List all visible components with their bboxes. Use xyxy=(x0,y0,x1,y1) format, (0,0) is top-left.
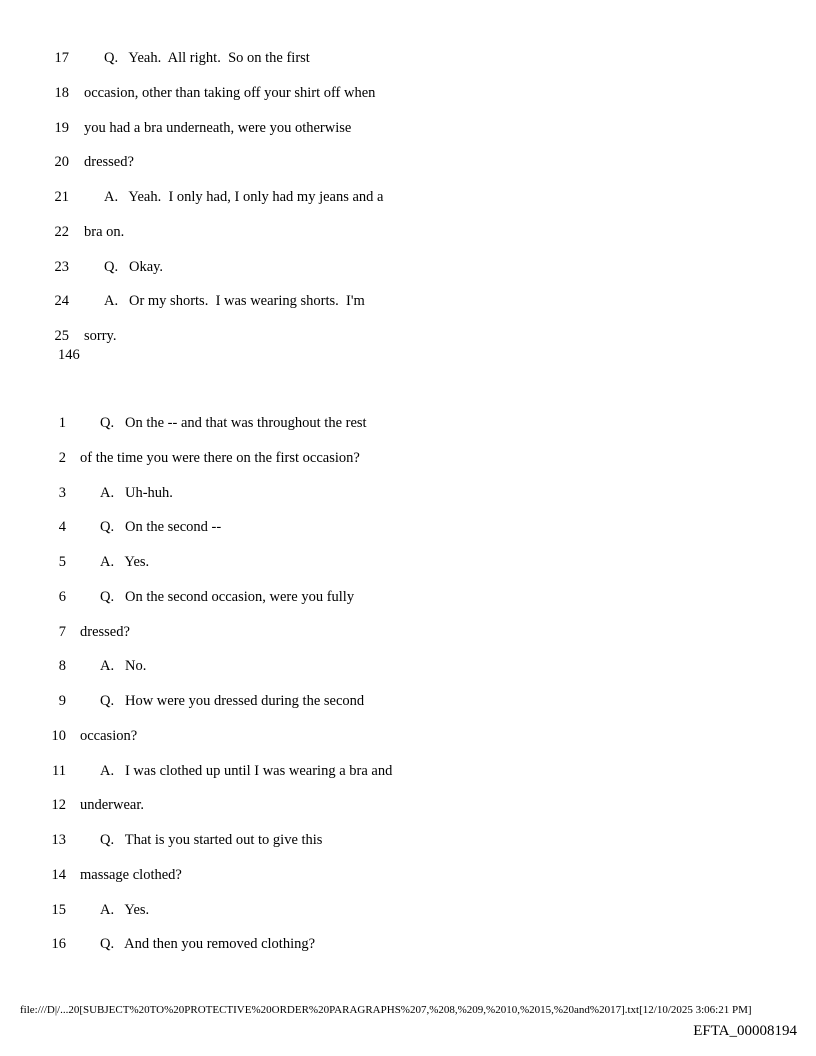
line-text: A. Uh-huh. xyxy=(100,484,173,501)
line-text: Q. Yeah. All right. So on the first xyxy=(104,50,310,66)
line-text: A. Yes. xyxy=(100,554,150,570)
line-number: 25 xyxy=(54,328,69,344)
transcript-line xyxy=(0,656,700,676)
line-text: Q. On the -- and that was throughout the rest xyxy=(100,415,367,431)
line-number: 20 xyxy=(54,154,69,171)
line-text: bra on. xyxy=(84,223,125,240)
transcript-line xyxy=(0,934,700,954)
transcript-line xyxy=(0,865,700,885)
page-number: 146 xyxy=(58,347,80,363)
transcript-line xyxy=(0,257,700,277)
line-text: Q. How were you dressed during the second xyxy=(100,693,365,709)
transcript-line xyxy=(0,187,700,207)
line-number: 24 xyxy=(54,293,69,310)
transcript-line xyxy=(0,118,700,138)
line-number: 22 xyxy=(54,223,69,240)
line-text: A. I was clothed up until I was wearing a bra and xyxy=(100,762,393,779)
line-text: A. Or my shorts. I was wearing shorts. I'm xyxy=(104,293,365,310)
line-number: 19 xyxy=(54,119,69,136)
transcript-line xyxy=(0,326,700,346)
line-text: A. No. xyxy=(100,658,147,675)
line-text: dressed? xyxy=(84,154,134,171)
transcript-line xyxy=(0,222,700,242)
line-text: A. Yes. xyxy=(100,901,150,918)
line-text: A. Yeah. I only had, I only had my jeans and a xyxy=(104,189,384,205)
line-number: 8 xyxy=(58,658,66,675)
line-text: underwear. xyxy=(80,797,145,814)
line-number: 7 xyxy=(58,623,66,640)
line-number: 3 xyxy=(58,484,66,501)
line-number: 2 xyxy=(58,449,66,466)
line-number: 9 xyxy=(58,693,66,709)
line-text: you had a bra underneath, were you otherwise xyxy=(84,119,352,136)
line-number: 13 xyxy=(51,832,66,848)
line-number: 10 xyxy=(51,727,66,744)
line-number: 12 xyxy=(51,797,66,814)
line-number: 1 xyxy=(58,415,66,431)
transcript-line xyxy=(0,413,700,433)
transcript-line xyxy=(0,448,700,468)
transcript-line xyxy=(0,622,700,642)
transcript-line xyxy=(0,691,700,711)
line-text: occasion, other than taking off your shirt off when xyxy=(84,84,376,101)
line-number: 5 xyxy=(58,554,66,570)
line-number: 15 xyxy=(51,901,66,918)
line-number: 21 xyxy=(54,189,69,205)
transcript-line xyxy=(0,152,700,172)
line-number: 14 xyxy=(51,866,66,883)
transcript-line xyxy=(0,726,700,746)
line-text: of the time you were there on the first occasion? xyxy=(80,449,360,466)
transcript-line xyxy=(0,48,700,68)
line-text: dressed? xyxy=(80,623,130,640)
line-number: 23 xyxy=(54,258,69,275)
line-number: 17 xyxy=(54,50,69,66)
footer-document-id: EFTA_00008194 xyxy=(693,1023,797,1039)
line-text: Q. And then you removed clothing? xyxy=(100,936,316,953)
line-text: Q. Okay. xyxy=(104,258,164,275)
transcript-line xyxy=(0,830,700,850)
line-text: occasion? xyxy=(80,727,138,744)
transcript-line xyxy=(0,83,700,103)
line-number: 16 xyxy=(51,936,66,953)
transcript-line xyxy=(0,552,700,572)
line-number: 18 xyxy=(54,84,69,101)
line-text: sorry. xyxy=(84,328,117,344)
transcript-line xyxy=(0,900,700,920)
transcript-line xyxy=(0,517,700,537)
footer-file-path: file:///D|/...20[SUBJECT%20TO%20PROTECTIVE%20ORDER%20PARAGRAPHS%207,%208,%209,%2010,%2015,%20and%2017].txt[12/10/2025 3:06:21 PM] xyxy=(20,1004,752,1016)
transcript-line xyxy=(0,587,700,607)
line-text: massage clothed? xyxy=(80,866,182,883)
line-number: 4 xyxy=(58,519,66,536)
line-number: 6 xyxy=(58,588,66,605)
transcript-line xyxy=(0,291,700,311)
line-text: Q. On the second occasion, were you fully xyxy=(100,588,355,605)
transcript-line xyxy=(0,483,700,503)
line-number: 11 xyxy=(52,762,66,779)
transcript-line xyxy=(0,761,700,781)
transcript-line xyxy=(0,795,700,815)
line-text: Q. That is you started out to give this xyxy=(100,832,323,848)
line-text: Q. On the second -- xyxy=(100,519,222,536)
